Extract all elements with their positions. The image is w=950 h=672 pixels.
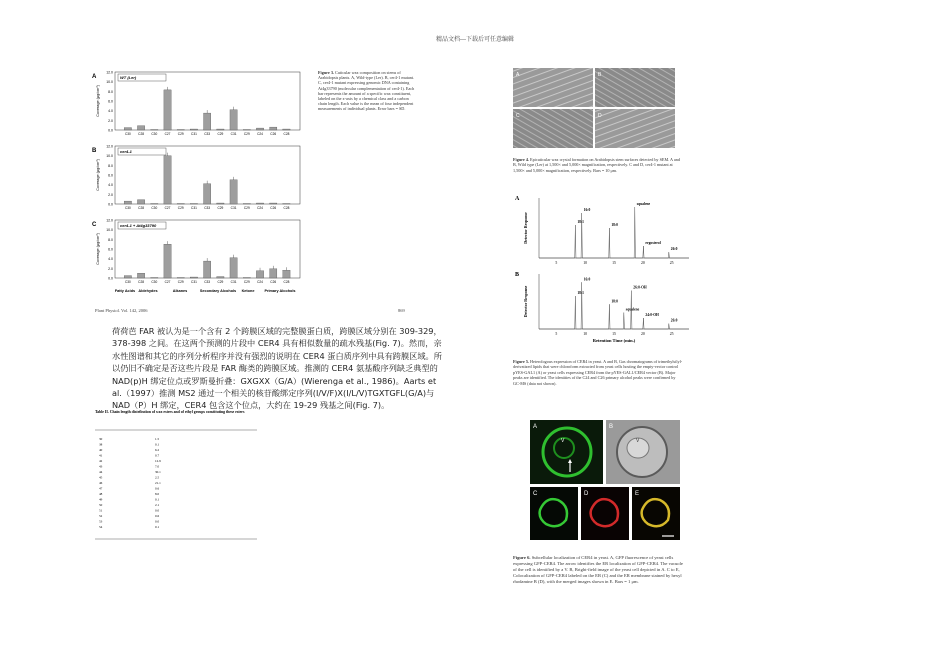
chromatogram-trace xyxy=(539,207,689,258)
x-tick-label: C30 xyxy=(151,206,158,210)
x-tick-label: C29 xyxy=(217,280,224,284)
bar xyxy=(217,129,224,130)
y-tick-label: 0.0 xyxy=(108,276,113,281)
y-tick-label: 6.0 xyxy=(108,99,113,104)
x-tick-label: C28 xyxy=(283,206,290,210)
panel-letter: B xyxy=(92,148,97,154)
y-tick-label: 6.0 xyxy=(108,173,113,178)
peak-label: 18:0 xyxy=(611,299,618,304)
x-tick-label: C33 xyxy=(204,280,211,284)
table-cell: 53 xyxy=(99,519,103,524)
table-cell: 42 xyxy=(99,459,103,463)
table-cell: 0.1 xyxy=(155,525,160,529)
chromatogram-trace xyxy=(539,282,689,329)
page-number: 869 xyxy=(398,308,405,313)
y-axis-label: Coverage (μg/cm²) xyxy=(96,233,100,265)
y-tick-label: 8.0 xyxy=(108,237,113,242)
peak-label: 26:0 xyxy=(670,318,678,323)
bar xyxy=(190,277,197,278)
y-axis-label: Detector Response xyxy=(523,285,528,318)
panel-letter: C xyxy=(92,222,97,228)
table-cell: 0.0 xyxy=(155,508,160,513)
class-label: Fatty Acids xyxy=(114,289,136,293)
x-tick-label: C33 xyxy=(204,206,211,210)
peak-label: squalene xyxy=(625,307,640,312)
x-tick-label: C27 xyxy=(164,132,171,136)
peak-label: ergosterol xyxy=(645,241,661,245)
table-cell: 0.0 xyxy=(155,519,160,524)
table-cell: 0.7 xyxy=(155,453,160,458)
y-axis-label: Coverage (μg/cm²) xyxy=(96,85,100,117)
class-label: Aldehydes xyxy=(138,289,158,293)
legend-text: WT (Ler) xyxy=(120,75,137,80)
table-cell: 40 xyxy=(99,448,103,452)
table-cell: 12.9 xyxy=(155,459,161,463)
bar xyxy=(256,271,263,278)
x-tick-label: C30 xyxy=(124,206,131,210)
table-2 xyxy=(95,408,257,543)
micro-label-a: A xyxy=(533,424,538,430)
legend-text: cer4-1 + At4g33790 xyxy=(120,223,157,228)
table-cell: 21.1 xyxy=(155,481,161,485)
bar xyxy=(204,184,211,204)
figure-5-chromatograms xyxy=(513,190,693,345)
peak-label: 26:0 xyxy=(670,247,678,251)
bar xyxy=(230,258,237,278)
y-tick-label: 2.0 xyxy=(108,192,113,197)
x-tick-label: C26 xyxy=(270,280,277,284)
x-tick-label: C28 xyxy=(138,132,145,136)
figure-4-caption-title: Figure 4. xyxy=(513,157,529,162)
figure-3-svg xyxy=(90,68,320,313)
bar xyxy=(204,113,211,130)
document-header: 精品文档---下载后可任意编辑 xyxy=(436,37,514,43)
bar xyxy=(137,200,144,204)
class-label: Primary Alcohols xyxy=(264,289,296,293)
peak-label: 18:1 xyxy=(577,291,584,295)
bar xyxy=(137,273,144,278)
x-tick-label: 10 xyxy=(583,261,588,265)
x-tick-label: 20 xyxy=(640,332,645,336)
table-cell: 47 xyxy=(99,486,103,491)
x-tick-label: C24 xyxy=(257,132,263,136)
y-tick-label: 12.0 xyxy=(106,70,113,75)
panel-letter: A xyxy=(92,74,97,80)
y-tick-label: 6.0 xyxy=(108,247,113,252)
figure-4-caption-text: Epicuticular wax crystal formation on Arabidopsis stem surfaces detected by SEM. A and B, Wild type (Ler) at 1,500× and 5,000× magnification, respectively. C and D, cer4-1 mutant at 1,500× and 5,000× magnification, respectively. Bars = 10 μm. xyxy=(513,157,680,173)
vacuole-label-b: V xyxy=(636,438,640,444)
table-cell: 0.1 xyxy=(155,497,160,502)
x-tick-label: C33 xyxy=(204,132,211,136)
x-tick-label: C24 xyxy=(257,206,263,210)
table-cell: 41 xyxy=(99,453,103,458)
micro-label-d: D xyxy=(584,491,589,497)
bar xyxy=(217,277,224,278)
x-tick-label: 5 xyxy=(555,261,558,265)
y-tick-label: 10.0 xyxy=(106,228,113,233)
svg-text:A: A xyxy=(516,72,520,78)
figure-3-caption-text: Cuticular wax composition on stems of Arabidopsis plants. A, Wild-type (Ler). B, cer4-1 mutant. C, cer4-1 mutant expressing genomic DNA containing At4g33790 (molecular complementation of cer4-1). Each bar represents the amount of a specific wax constituent, labeled on the x-axis by a chemical class and a carbon chain length. Each value is the mean of four independent measurements of individual plants. Error bars = SD. xyxy=(318,70,415,112)
figure-6-caption-title: Figure 6. xyxy=(513,555,531,560)
vacuole-label-a: V xyxy=(561,438,565,444)
table-cell: 0.6 xyxy=(155,514,160,518)
x-tick-label: C31 xyxy=(191,132,197,136)
figure-6-svg xyxy=(530,420,680,540)
x-tick-label: C29 xyxy=(217,132,224,136)
y-axis-label: Coverage (μg/cm²) xyxy=(96,159,100,191)
svg-text:C: C xyxy=(516,113,520,119)
chinese-paragraph: 荷荷芭 FAR 被认为是一个含有 2 个跨膜区域的完整膜蛋白质，跨膜区域分别在 309-329，378-398 之间。在这两个预测的片段中 CER4 具有相似数量的疏水残基(Fig. 7)。然而，亲水性图谱和其它的序列分析程序并没有强烈的说明在 CER4 蛋白质序列中具有跨膜区域。所以仍旧不确定是否这些片段是 FAR 酶类的跨膜区域。推测的 CER4 氨基酸序列缺乏典型的 NAD(p)H 绑定位点或罗斯曼折叠：GXGXX（G/A）(Wierenga et al., 1986)。Aarts et al.（1997）推测 MS2 通过一个相关的核苷酸绑定序列(I/V/F)X(I/L/V)TGXTGFL(G/A)与 NAD（P）H 绑定，CER4 包含这个位点，大约在 19-29 残基之间(Fig. 7)。 xyxy=(112,326,442,411)
bar xyxy=(283,270,290,278)
figure-4-caption xyxy=(513,157,681,173)
sem-panel-c xyxy=(513,109,593,148)
y-tick-label: 10.0 xyxy=(106,80,113,85)
table-cell: 2.5 xyxy=(155,475,160,480)
x-tick-label: 20 xyxy=(640,261,645,265)
svg-text:D: D xyxy=(598,113,602,119)
peak-label: squalene xyxy=(636,202,651,206)
x-tick-label: C30 xyxy=(124,132,131,136)
legend-text: cer4-1 xyxy=(120,149,132,154)
peak-label: 18:0 xyxy=(611,223,618,227)
x-tick-label: 5 xyxy=(555,332,558,336)
x-tick-label: C24 xyxy=(257,280,263,284)
micro-panel-e xyxy=(632,487,680,540)
figure-4-sem-images xyxy=(513,68,675,148)
table-cell: 43 xyxy=(99,464,103,469)
bar xyxy=(137,126,144,130)
figure-5-svg xyxy=(513,190,693,345)
table-cell: 2.1 xyxy=(155,503,160,507)
table-cell: 0.1 xyxy=(155,442,160,447)
table-cell: 49 xyxy=(99,497,103,502)
micro-label-c: C xyxy=(533,491,538,497)
y-tick-label: 10.0 xyxy=(106,154,113,159)
sem-panel-d xyxy=(595,109,675,148)
y-tick-label: 0.0 xyxy=(108,202,113,207)
x-tick-label: C29 xyxy=(177,206,184,210)
bar xyxy=(217,203,224,204)
table-cell: 0.6 xyxy=(155,486,160,491)
table-cell: 51 xyxy=(99,508,103,513)
figure-5-caption-title: Figure 5. xyxy=(513,359,529,364)
bar xyxy=(256,203,263,204)
x-tick-label: C29 xyxy=(243,280,250,284)
y-tick-label: 8.0 xyxy=(108,89,113,94)
sem-panel-b xyxy=(595,68,675,107)
x-tick-label: C30 xyxy=(151,132,158,136)
bar xyxy=(164,244,171,278)
y-tick-label: 0.0 xyxy=(108,128,113,133)
table-cell: 7.0 xyxy=(155,464,160,469)
x-tick-label: C27 xyxy=(164,206,171,210)
table-cell: 48 xyxy=(99,492,103,496)
table-cell: 30.1 xyxy=(155,470,161,474)
y-tick-label: 4.0 xyxy=(108,109,113,114)
table-cell: 54 xyxy=(99,525,103,529)
x-tick-label: C27 xyxy=(164,280,171,284)
x-tick-label: C30 xyxy=(124,280,131,284)
x-tick-label: C29 xyxy=(243,206,250,210)
y-tick-label: 8.0 xyxy=(108,163,113,168)
x-tick-label: C28 xyxy=(283,280,290,284)
bar xyxy=(270,203,277,204)
x-tick-label: 15 xyxy=(612,261,616,265)
y-axis-label: Detector Response xyxy=(523,212,528,244)
svg-text:B: B xyxy=(598,72,602,78)
table-cell: 45 xyxy=(99,475,103,480)
journal-line: Plant Physiol. Vol. 142, 2006 xyxy=(95,308,148,313)
panel-letter: A xyxy=(515,196,520,202)
x-tick-label: 15 xyxy=(612,332,616,336)
x-tick-label: C26 xyxy=(270,206,277,210)
peak-label: 24:0-OH xyxy=(645,313,659,317)
x-tick-label: C31 xyxy=(191,206,197,210)
x-tick-label: C28 xyxy=(138,206,145,210)
bar xyxy=(124,201,131,204)
bar xyxy=(230,110,237,130)
figure-3-caption-title: Figure 3. xyxy=(318,70,334,75)
peak-label: 26:0-OH xyxy=(633,285,647,290)
sem-panel-a xyxy=(513,68,593,107)
x-tick-label: C29 xyxy=(177,280,184,284)
x-tick-label: C26 xyxy=(270,132,277,136)
bar xyxy=(190,129,197,130)
table-cell: 1.5 xyxy=(155,437,160,441)
x-tick-label: C28 xyxy=(138,280,145,284)
table-cell: 30 xyxy=(99,437,103,441)
micro-label-e: E xyxy=(635,491,640,497)
bar xyxy=(270,127,277,130)
bar xyxy=(164,156,171,204)
table-cell: 50 xyxy=(99,503,103,507)
figure-6-caption-text: Subcellular localization of CER4 in yeast. A, GFP fluorescence of yeast cells expressing GFP-CER4. The arrow identifies the ER localization of GFP-CER4. The vacuole of the cell is identified by a V. B, Bright-field image of the yeast cell depicted in A. C to E, Colocalization of GFP-CER4 labeled on the ER (C) and the ER membrane stained by hexyl rhodamine B (D), with the merged images shown in E. Bars = 1 μm. xyxy=(513,555,683,584)
table-cell: 38 xyxy=(99,442,103,447)
bar xyxy=(256,128,263,130)
class-label: Alkanes xyxy=(172,289,188,293)
table-cell: 52 xyxy=(99,514,103,518)
x-tick-label: C30 xyxy=(151,280,158,284)
table-cell: 44 xyxy=(99,470,103,474)
class-label: Ketone xyxy=(241,289,255,293)
figure-6-microscopy xyxy=(530,420,680,540)
x-tick-label: C31 xyxy=(230,280,237,284)
x-tick-label: C31 xyxy=(191,280,197,284)
bar xyxy=(270,269,277,278)
y-tick-label: 12.0 xyxy=(106,144,113,149)
peak-label: 18:1 xyxy=(577,220,584,224)
x-tick-label: C31 xyxy=(230,132,237,136)
table-cell: 6.2 xyxy=(155,448,160,452)
table-title: Table II. Chain length distribution of wax esters and of ethyl groups constituting these esters xyxy=(95,410,245,414)
table-cell: 8.0 xyxy=(155,492,160,496)
y-tick-label: 4.0 xyxy=(108,183,113,188)
x-tick-label: C28 xyxy=(283,132,290,136)
figure-3-caption xyxy=(318,70,416,112)
bar xyxy=(204,261,211,278)
figure-5-caption-text: Heterologous expression of CER4 in yeast. A and B, Gas chromatograms of trimethylsilyl-derivatized lipids that were chloroform extracted from yeast cells hosting the empty-vector control pYES-GAL1 (A) or yeast cells expressing CER4 from the pYES-GAL1/CER4 vector (B). Major peaks are identified. The identities of the C24 and C26 primary alcohol peaks were confirmed by GC-MS (data not shown). xyxy=(513,359,683,386)
x-tick-label: C29 xyxy=(217,206,224,210)
figure-5-caption xyxy=(513,359,683,386)
x-tick-label: 10 xyxy=(583,332,588,336)
y-tick-label: 2.0 xyxy=(108,266,113,271)
peak-label: 16:0 xyxy=(583,208,591,212)
panel-letter: B xyxy=(515,272,520,278)
bar xyxy=(164,90,171,130)
y-tick-label: 12.0 xyxy=(106,218,113,223)
bar xyxy=(124,128,131,130)
x-tick-label: C29 xyxy=(243,132,250,136)
figure-6-caption xyxy=(513,555,683,585)
micro-label-b: B xyxy=(609,424,614,430)
x-tick-label: C31 xyxy=(230,206,237,210)
x-tick-label: 25 xyxy=(669,261,674,265)
figure-4-svg xyxy=(513,68,675,148)
y-tick-label: 2.0 xyxy=(108,118,113,123)
bar xyxy=(230,180,237,204)
table-2-svg xyxy=(95,408,257,543)
bar xyxy=(283,129,290,130)
y-tick-label: 4.0 xyxy=(108,257,113,262)
x-axis-label: Retention Time (min.) xyxy=(592,338,636,343)
peak-label: 16:0 xyxy=(583,277,591,282)
class-label: Secondary Alcohols xyxy=(199,289,237,293)
x-tick-label: C29 xyxy=(177,132,184,136)
bar xyxy=(124,276,131,278)
table-cell: 46 xyxy=(99,481,103,485)
x-tick-label: 25 xyxy=(669,332,674,336)
